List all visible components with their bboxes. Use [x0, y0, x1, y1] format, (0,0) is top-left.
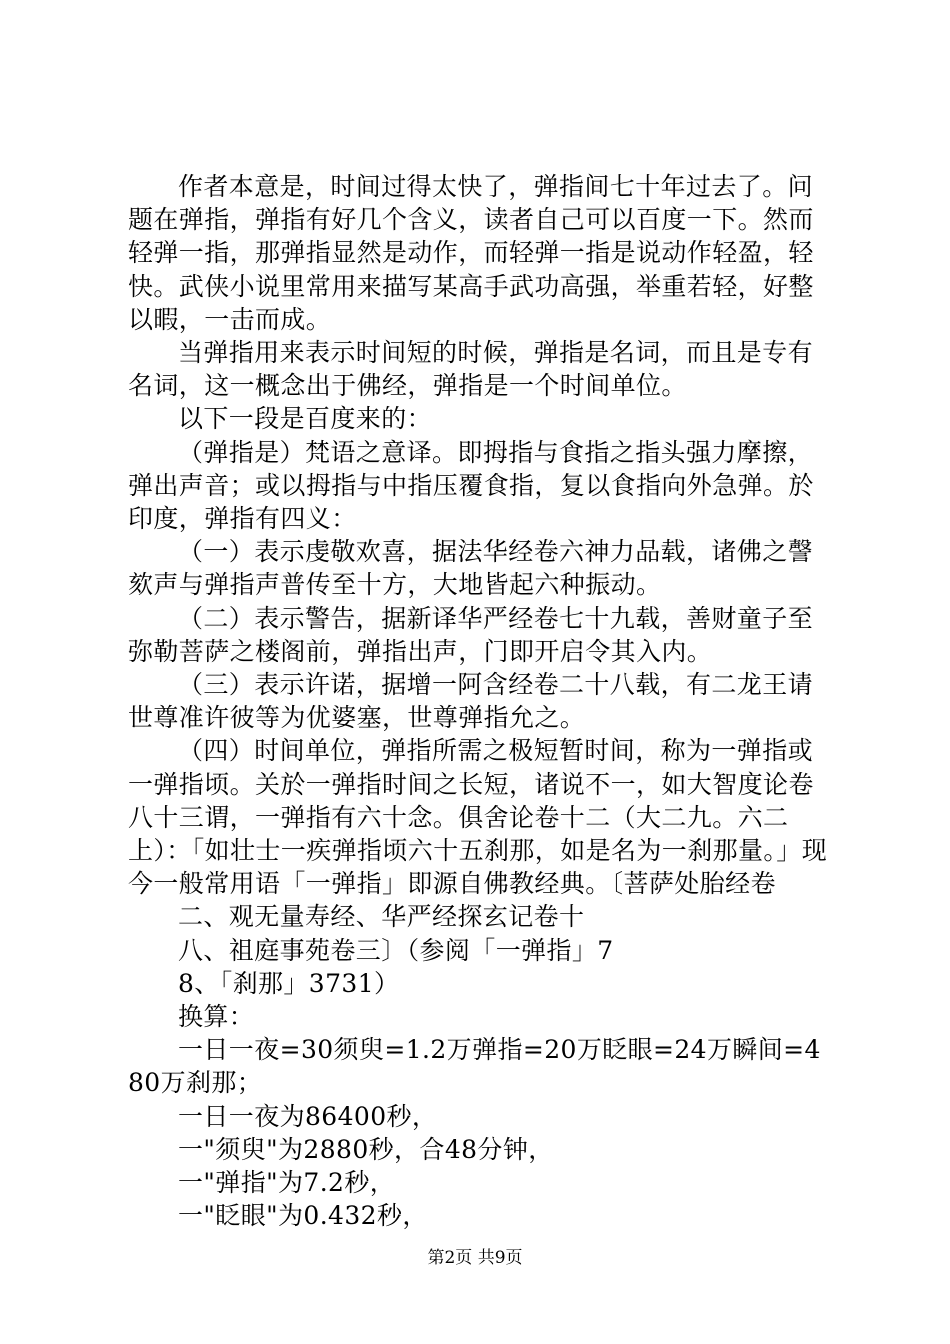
- paragraph: 一日一夜为86400秒，: [178, 1101, 438, 1131]
- paragraph: 当弹指用来表示时间短的时候，弹指是名词，而且是专有名词，这一概念出于佛经，弹指是一个时间单位。: [128, 338, 814, 401]
- paragraph: 一日一夜=30须臾=1.2万弹指=20万眨眼=24万瞬间=480万刹那；: [128, 1035, 821, 1098]
- paragraph: （一）表示虔敬欢喜，据法华经卷六神力品载，诸佛之謦欬声与弹指声普传至十方，大地皆起六种振动。: [128, 537, 814, 600]
- paragraph: 一"弹指"为7.2秒，: [178, 1168, 396, 1198]
- page-number-label: 第2页 共9页: [427, 1248, 523, 1268]
- paragraph: （四）时间单位，弹指所需之极短暂时间，称为一弹指或一弹指顷。关於一弹指时间之长短，诸说不一，如大智度论卷八十三谓，一弹指有六十念。俱舍论卷十二（大二九。六二上）：「如壮士一疾弹指顷六十五刹那，如是名为一刹那量。」现今一般常用语「一弹指」即源自佛教经典。〔菩萨处胎经卷: [128, 736, 828, 899]
- paragraph: 换算：: [178, 1002, 255, 1032]
- paragraph: 一"须臾"为2880秒，合48分钟，: [178, 1134, 554, 1164]
- paragraph: 作者本意是，时间过得太快了，弹指间七十年过去了。问题在弹指，弹指有好几个含义，读者自己可以百度一下。然而轻弹一指，那弹指显然是动作，而轻弹一指是说动作轻盈，轻快。武侠小说里常用来描写某高手武功高强，举重若轻，好整以暇，一击而成。: [128, 172, 814, 334]
- paragraph: 8、「刹那」3731）: [178, 968, 400, 998]
- paragraph: 八、祖庭事苑卷三〕（参阅「一弹指」7: [178, 935, 614, 965]
- paragraph: 二、观无量寿经、华严经探玄记卷十: [178, 902, 585, 932]
- document-body: [128, 170, 828, 1233]
- paragraph: （弹指是）梵语之意译。即拇指与食指之指头强力摩擦，弹出声音；或以拇指与中指压覆食指，复以食指向外急弹。於印度，弹指有四义：: [128, 437, 814, 534]
- page-footer: [0, 1243, 950, 1268]
- paragraph: 以下一段是百度来的：: [178, 404, 433, 434]
- paragraph: （二）表示警告，据新译华严经卷七十九载，善财童子至弥勒菩萨之楼阁前，弹指出声，门即开启令其入内。: [128, 603, 814, 666]
- paragraph: 一"眨眼"为0.432秒，: [178, 1201, 428, 1231]
- paragraph: （三）表示许诺，据增一阿含经卷二十八载，有二龙王请世尊准许彼等为优婆塞，世尊弹指允之。: [128, 670, 814, 733]
